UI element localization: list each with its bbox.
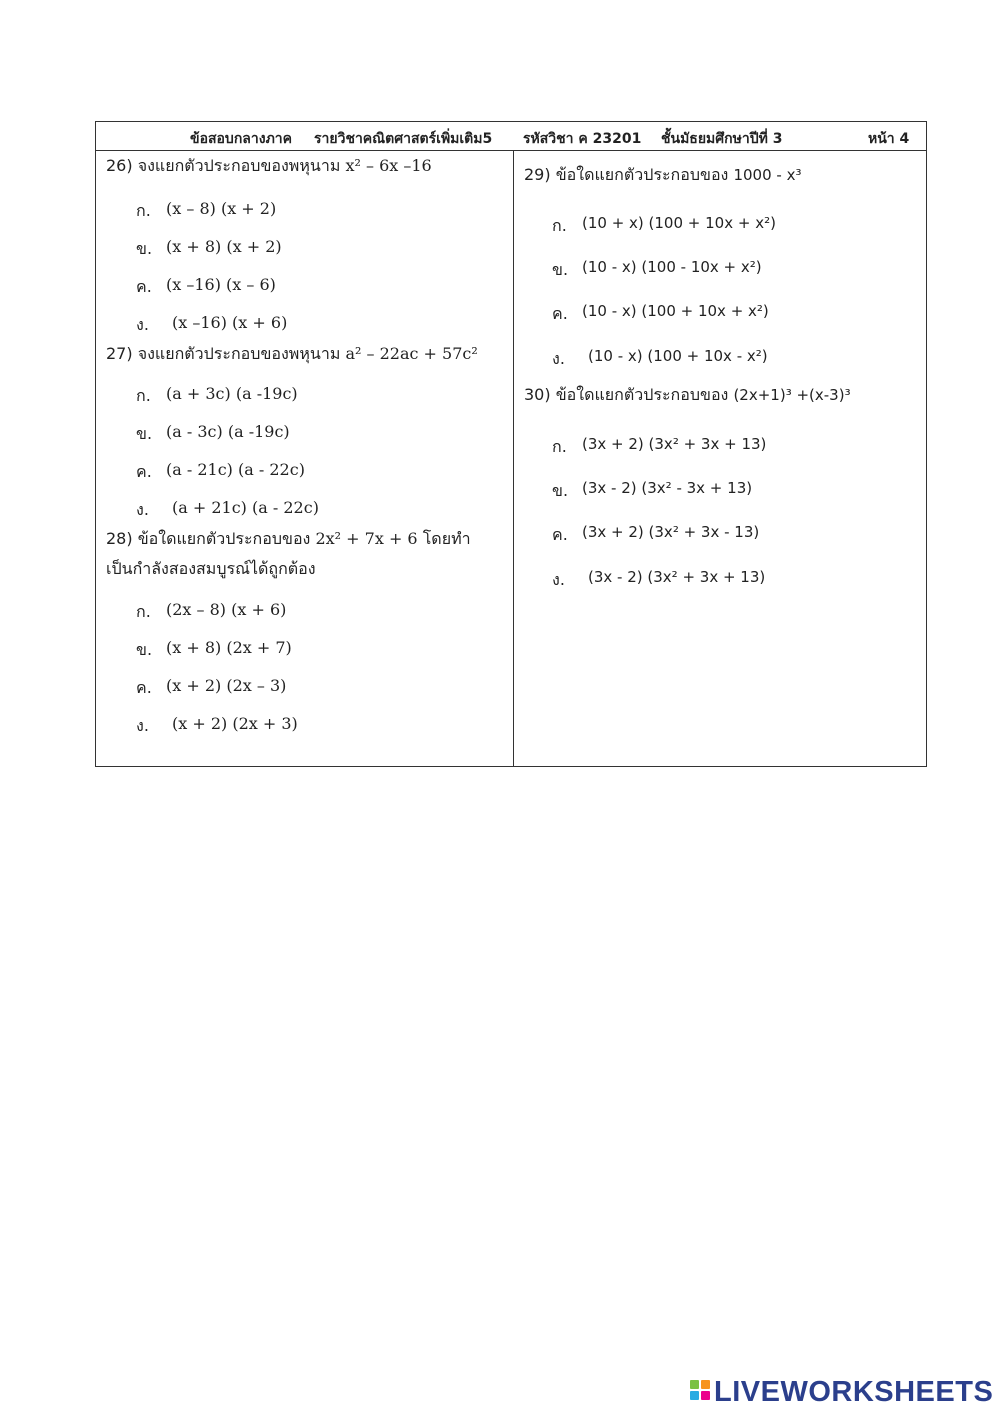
question-29-expr: 1000 - x³	[733, 166, 802, 184]
logo-square-3	[690, 1391, 699, 1400]
question-30: 30) ข้อใดแยกตัวประกอบของ (2x+1)³ +(x-3)³	[524, 385, 851, 404]
logo-square-1	[690, 1380, 699, 1389]
left-column: 26) จงแยกตัวประกอบของพหุนาม x² – 6x –16 ก. (x – 8) (x + 2) ข. (x + 8) (x + 2) ค. (x –16) (x – 6) ง. (x –16) (x + 6) 27) จงแยกตัวประกอบของพหุนาม a² – 22ac + 57c² ก. (a + 3c) (a -19c) ข. (a - 3c) (a -19c) ค. (a - 21c) (a - 22c) ง. (a + 21c) (a - 22c) 28) ข้อใดแยกตัวประกอบของ 2x² + 7x + 6 โดยทำ เป็นกำลังสองสมบูรณ์ได้ถูกต้อง ก. (2x – 8) (x + 6) ข. (x + 8) (2x + 7) ค. (x + 2) (2x – 3) ง. (x + 2) (2x + 3)	[106, 156, 478, 735]
page-number: หน้า 4	[868, 131, 910, 147]
logo-square-2	[701, 1380, 710, 1389]
grade-level: ชั้นมัธยมศึกษาปีที่ 3	[661, 131, 783, 147]
question-26: 26) จงแยกตัวประกอบของพหุนาม x² – 6x –16	[106, 156, 432, 175]
liveworksheets-logo-text: LIVEWORKSHEETS	[714, 1376, 994, 1408]
question-28-line2: เป็นกำลังสองสมบูรณ์ได้ถูกต้อง	[106, 559, 316, 578]
right-column: 29) ข้อใดแยกตัวประกอบของ 1000 - x³ ก. (10 + x) (100 + 10x + x²) ข. (10 - x) (100 - 10x + x²) ค. (10 - x) (100 + 10x + x²) ง. (10 - x) (100 + 10x - x²) 30) ข้อใดแยกตัวประกอบของ (2x+1)³ +(x-3)³ ก. (3x + 2) (3x² + 3x + 13) ข. (3x - 2) (3x² - 3x + 13) ค. (3x + 2) (3x² + 3x - 13) ง. (3x - 2) (3x² + 3x + 13)	[524, 165, 851, 589]
question-28: 28) ข้อใดแยกตัวประกอบของ 2x² + 7x + 6 โดยทำ	[106, 529, 471, 548]
exam-header	[96, 122, 926, 151]
subject-code: รหัสวิชา ค 23201	[523, 131, 642, 147]
question-28-expr: 2x² + 7x + 6	[315, 529, 418, 548]
question-27-expr: a² – 22ac + 57c²	[345, 344, 478, 363]
question-29: 29) ข้อใดแยกตัวประกอบของ 1000 - x³	[524, 165, 802, 184]
liveworksheets-logo	[690, 1376, 993, 1406]
question-30-expr: (2x+1)³ +(x-3)³	[733, 386, 851, 404]
exam-sheet	[95, 121, 927, 767]
exam-type: ข้อสอบกลางภาค	[190, 131, 293, 147]
question-26-expr: x² – 6x –16	[345, 156, 432, 175]
question-27: 27) จงแยกตัวประกอบของพหุนาม a² – 22ac + 57c²	[106, 344, 478, 363]
subject-name: รายวิชาคณิตศาสตร์เพิ่มเติม5	[314, 131, 493, 147]
logo-square-4	[701, 1391, 710, 1400]
liveworksheets-logo-icon	[690, 1380, 710, 1400]
